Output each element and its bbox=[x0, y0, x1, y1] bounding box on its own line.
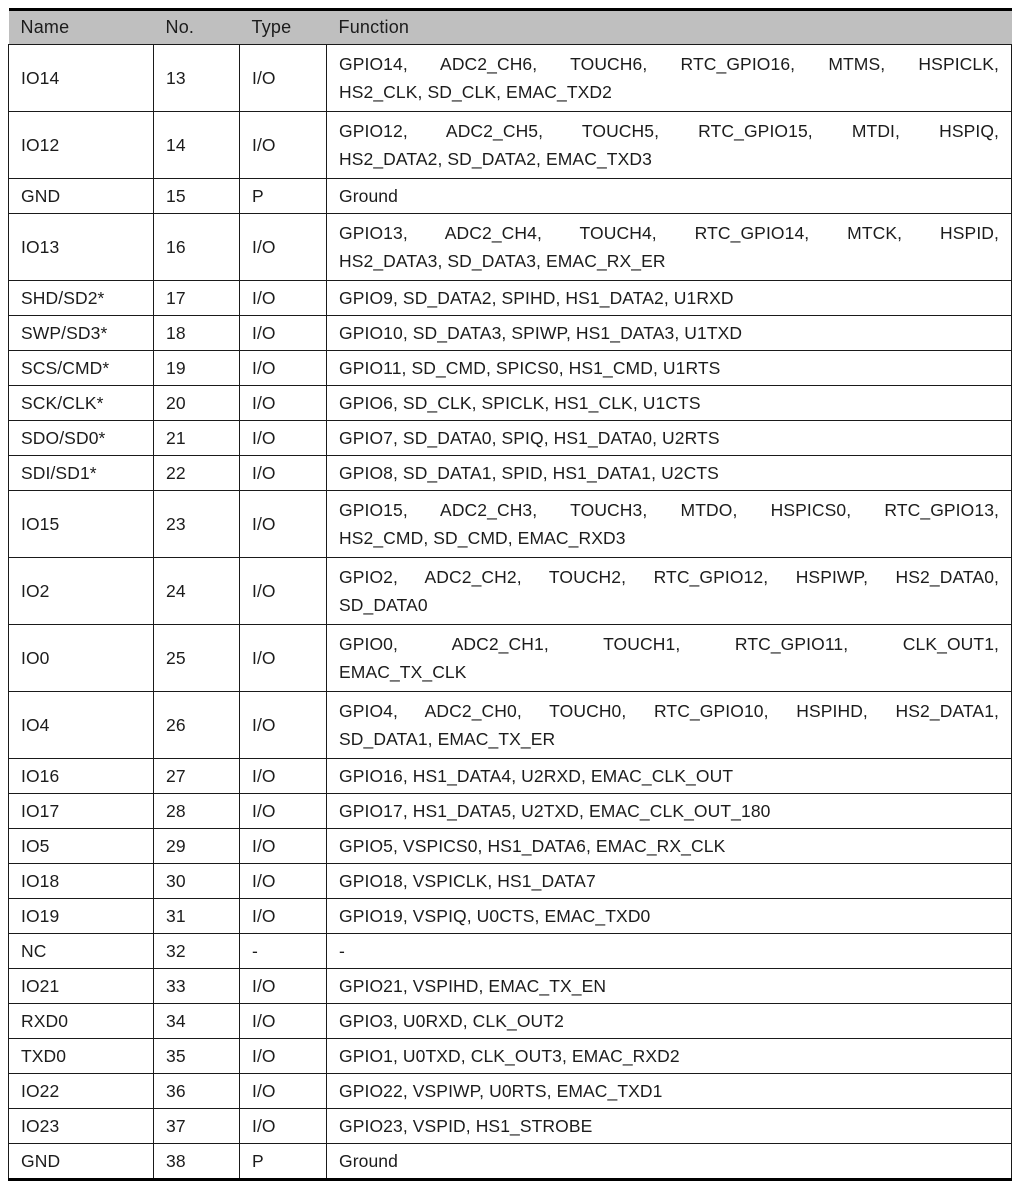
pin-number-cell: 30 bbox=[154, 864, 240, 899]
pin-type-cell: I/O bbox=[240, 692, 327, 759]
pin-name-cell: IO21 bbox=[9, 969, 154, 1004]
pin-function-cell bbox=[327, 1039, 1012, 1074]
pin-type-cell: I/O bbox=[240, 864, 327, 899]
pin-number-cell: 28 bbox=[154, 794, 240, 829]
pin-type-cell: I/O bbox=[240, 1039, 327, 1074]
pin-function-cell bbox=[327, 351, 1012, 386]
pin-number-cell: 13 bbox=[154, 45, 240, 112]
pin-number-cell: 27 bbox=[154, 759, 240, 794]
function-line: GPIO10, SD_DATA3, SPIWP, HS1_DATA3, U1TXD bbox=[339, 323, 743, 343]
pin-function-cell bbox=[327, 829, 1012, 864]
function-line: Ground bbox=[339, 186, 398, 206]
function-line: Ground bbox=[339, 1151, 398, 1171]
pin-function-cell bbox=[327, 864, 1012, 899]
pin-type-cell: I/O bbox=[240, 456, 327, 491]
table-row bbox=[9, 179, 1012, 214]
table-row bbox=[9, 829, 1012, 864]
function-line: SD_DATA0 bbox=[339, 595, 428, 615]
pin-function-cell bbox=[327, 214, 1012, 281]
pin-function-cell bbox=[327, 491, 1012, 558]
pin-name-cell: IO17 bbox=[9, 794, 154, 829]
pin-name-cell: IO5 bbox=[9, 829, 154, 864]
pin-function-cell bbox=[327, 934, 1012, 969]
header-row bbox=[9, 10, 1012, 45]
pin-function-cell bbox=[327, 558, 1012, 625]
pin-function-cell bbox=[327, 1144, 1012, 1180]
column-header-type: Type bbox=[240, 10, 327, 45]
pin-function-cell bbox=[327, 179, 1012, 214]
table-row bbox=[9, 421, 1012, 456]
pin-name-cell: IO2 bbox=[9, 558, 154, 625]
pin-number-cell: 35 bbox=[154, 1039, 240, 1074]
pin-type-cell: I/O bbox=[240, 316, 327, 351]
table-row bbox=[9, 1004, 1012, 1039]
pin-number-cell: 19 bbox=[154, 351, 240, 386]
pin-function-cell bbox=[327, 112, 1012, 179]
pin-function-cell bbox=[327, 456, 1012, 491]
pin-number-cell: 26 bbox=[154, 692, 240, 759]
function-line: GPIO13, ADC2_CH4, TOUCH4, RTC_GPIO14, MTCK, HSPID, bbox=[339, 223, 999, 243]
pin-name-cell: TXD0 bbox=[9, 1039, 154, 1074]
pin-name-cell: IO13 bbox=[9, 214, 154, 281]
table-row bbox=[9, 625, 1012, 692]
pin-type-cell: I/O bbox=[240, 281, 327, 316]
function-line: SD_DATA1, EMAC_TX_ER bbox=[339, 729, 556, 749]
pin-function-cell bbox=[327, 625, 1012, 692]
pin-number-cell: 17 bbox=[154, 281, 240, 316]
pin-name-cell: IO14 bbox=[9, 45, 154, 112]
pin-name-cell: SDO/SD0* bbox=[9, 421, 154, 456]
pin-name-cell: IO15 bbox=[9, 491, 154, 558]
function-line: GPIO16, HS1_DATA4, U2RXD, EMAC_CLK_OUT bbox=[339, 766, 734, 786]
pin-type-cell: P bbox=[240, 179, 327, 214]
table-row bbox=[9, 692, 1012, 759]
pin-type-cell: I/O bbox=[240, 421, 327, 456]
pin-function-cell bbox=[327, 1109, 1012, 1144]
table-row bbox=[9, 351, 1012, 386]
table-row bbox=[9, 1144, 1012, 1180]
pin-type-cell: I/O bbox=[240, 1109, 327, 1144]
pin-type-cell: I/O bbox=[240, 1074, 327, 1109]
function-line: GPIO0, ADC2_CH1, TOUCH1, RTC_GPIO11, CLK_OUT1, bbox=[339, 634, 999, 654]
pin-number-cell: 36 bbox=[154, 1074, 240, 1109]
pin-name-cell: IO19 bbox=[9, 899, 154, 934]
table-row bbox=[9, 386, 1012, 421]
pin-name-cell: SCS/CMD* bbox=[9, 351, 154, 386]
pin-function-cell bbox=[327, 421, 1012, 456]
pin-function-table bbox=[8, 8, 1012, 1181]
column-header-no: No. bbox=[154, 10, 240, 45]
pin-type-cell: I/O bbox=[240, 1004, 327, 1039]
function-line: GPIO6, SD_CLK, SPICLK, HS1_CLK, U1CTS bbox=[339, 393, 701, 413]
table-row bbox=[9, 759, 1012, 794]
pin-number-cell: 31 bbox=[154, 899, 240, 934]
function-line: GPIO4, ADC2_CH0, TOUCH0, RTC_GPIO10, HSPIHD, HS2_DATA1, bbox=[339, 701, 999, 721]
function-line: GPIO11, SD_CMD, SPICS0, HS1_CMD, U1RTS bbox=[339, 358, 721, 378]
table-row bbox=[9, 794, 1012, 829]
pin-name-cell: SDI/SD1* bbox=[9, 456, 154, 491]
function-line: GPIO22, VSPIWP, U0RTS, EMAC_TXD1 bbox=[339, 1081, 663, 1101]
pin-name-cell: GND bbox=[9, 179, 154, 214]
function-line: GPIO7, SD_DATA0, SPIQ, HS1_DATA0, U2RTS bbox=[339, 428, 720, 448]
pin-number-cell: 16 bbox=[154, 214, 240, 281]
pin-type-cell: I/O bbox=[240, 829, 327, 864]
pin-type-cell: I/O bbox=[240, 112, 327, 179]
pin-type-cell: I/O bbox=[240, 386, 327, 421]
pin-function-cell bbox=[327, 386, 1012, 421]
pin-type-cell: I/O bbox=[240, 45, 327, 112]
pin-function-cell bbox=[327, 692, 1012, 759]
pin-name-cell: IO22 bbox=[9, 1074, 154, 1109]
table-row bbox=[9, 558, 1012, 625]
pin-type-cell: I/O bbox=[240, 491, 327, 558]
pin-number-cell: 15 bbox=[154, 179, 240, 214]
table-row bbox=[9, 316, 1012, 351]
pin-name-cell: GND bbox=[9, 1144, 154, 1180]
pin-table-body bbox=[9, 45, 1012, 1180]
pin-function-cell bbox=[327, 1074, 1012, 1109]
pin-number-cell: 18 bbox=[154, 316, 240, 351]
pin-number-cell: 34 bbox=[154, 1004, 240, 1039]
pin-number-cell: 32 bbox=[154, 934, 240, 969]
pin-number-cell: 38 bbox=[154, 1144, 240, 1180]
function-line: GPIO8, SD_DATA1, SPID, HS1_DATA1, U2CTS bbox=[339, 463, 719, 483]
table-row bbox=[9, 456, 1012, 491]
column-header-name: Name bbox=[9, 10, 154, 45]
pin-function-cell bbox=[327, 1004, 1012, 1039]
pin-type-cell: I/O bbox=[240, 794, 327, 829]
pin-type-cell: I/O bbox=[240, 759, 327, 794]
table-row bbox=[9, 281, 1012, 316]
pin-number-cell: 22 bbox=[154, 456, 240, 491]
pin-name-cell: RXD0 bbox=[9, 1004, 154, 1039]
pin-type-cell: P bbox=[240, 1144, 327, 1180]
pin-function-cell bbox=[327, 281, 1012, 316]
pin-name-cell: SCK/CLK* bbox=[9, 386, 154, 421]
function-line: GPIO12, ADC2_CH5, TOUCH5, RTC_GPIO15, MTDI, HSPIQ, bbox=[339, 121, 999, 141]
pin-number-cell: 20 bbox=[154, 386, 240, 421]
function-line: HS2_CMD, SD_CMD, EMAC_RXD3 bbox=[339, 528, 626, 548]
pin-type-cell: I/O bbox=[240, 969, 327, 1004]
pin-name-cell: IO16 bbox=[9, 759, 154, 794]
pin-function-cell bbox=[327, 45, 1012, 112]
function-line: GPIO2, ADC2_CH2, TOUCH2, RTC_GPIO12, HSPIWP, HS2_DATA0, bbox=[339, 567, 999, 587]
pin-function-cell bbox=[327, 759, 1012, 794]
table-row bbox=[9, 864, 1012, 899]
function-line: EMAC_TX_CLK bbox=[339, 662, 467, 682]
pin-name-cell: IO23 bbox=[9, 1109, 154, 1144]
table-header bbox=[9, 10, 1012, 45]
table-row bbox=[9, 214, 1012, 281]
function-line: GPIO23, VSPID, HS1_STROBE bbox=[339, 1116, 593, 1136]
function-line: GPIO17, HS1_DATA5, U2TXD, EMAC_CLK_OUT_180 bbox=[339, 801, 771, 821]
function-line: HS2_DATA2, SD_DATA2, EMAC_TXD3 bbox=[339, 149, 652, 169]
function-line: HS2_DATA3, SD_DATA3, EMAC_RX_ER bbox=[339, 251, 666, 271]
pin-type-cell: I/O bbox=[240, 899, 327, 934]
function-line: GPIO5, VSPICS0, HS1_DATA6, EMAC_RX_CLK bbox=[339, 836, 726, 856]
pin-number-cell: 33 bbox=[154, 969, 240, 1004]
pin-name-cell: IO4 bbox=[9, 692, 154, 759]
column-header-function: Function bbox=[327, 10, 1012, 45]
function-line: GPIO19, VSPIQ, U0CTS, EMAC_TXD0 bbox=[339, 906, 651, 926]
pin-name-cell: NC bbox=[9, 934, 154, 969]
pin-number-cell: 25 bbox=[154, 625, 240, 692]
function-line: - bbox=[339, 941, 345, 961]
table-row bbox=[9, 491, 1012, 558]
function-line: GPIO9, SD_DATA2, SPIHD, HS1_DATA2, U1RXD bbox=[339, 288, 734, 308]
pin-name-cell: SWP/SD3* bbox=[9, 316, 154, 351]
table-row bbox=[9, 112, 1012, 179]
pin-number-cell: 23 bbox=[154, 491, 240, 558]
pin-name-cell: IO18 bbox=[9, 864, 154, 899]
function-line: GPIO15, ADC2_CH3, TOUCH3, MTDO, HSPICS0, RTC_GPIO13, bbox=[339, 500, 999, 520]
pin-function-cell bbox=[327, 316, 1012, 351]
table-row bbox=[9, 899, 1012, 934]
pin-name-cell: IO0 bbox=[9, 625, 154, 692]
pin-name-cell: SHD/SD2* bbox=[9, 281, 154, 316]
table-row bbox=[9, 45, 1012, 112]
pin-type-cell: I/O bbox=[240, 214, 327, 281]
function-line: HS2_CLK, SD_CLK, EMAC_TXD2 bbox=[339, 82, 612, 102]
pin-number-cell: 21 bbox=[154, 421, 240, 456]
pin-function-cell bbox=[327, 899, 1012, 934]
function-line: GPIO21, VSPIHD, EMAC_TX_EN bbox=[339, 976, 607, 996]
table-row bbox=[9, 1039, 1012, 1074]
pin-number-cell: 24 bbox=[154, 558, 240, 625]
function-line: GPIO18, VSPICLK, HS1_DATA7 bbox=[339, 871, 596, 891]
function-line: GPIO3, U0RXD, CLK_OUT2 bbox=[339, 1011, 564, 1031]
table-row bbox=[9, 1109, 1012, 1144]
pin-number-cell: 37 bbox=[154, 1109, 240, 1144]
pin-number-cell: 29 bbox=[154, 829, 240, 864]
pin-type-cell: I/O bbox=[240, 625, 327, 692]
pin-name-cell: IO12 bbox=[9, 112, 154, 179]
pin-function-cell bbox=[327, 794, 1012, 829]
function-line: GPIO1, U0TXD, CLK_OUT3, EMAC_RXD2 bbox=[339, 1046, 680, 1066]
pin-number-cell: 14 bbox=[154, 112, 240, 179]
table-row bbox=[9, 934, 1012, 969]
pin-type-cell: I/O bbox=[240, 351, 327, 386]
pin-function-cell bbox=[327, 969, 1012, 1004]
table-row bbox=[9, 969, 1012, 1004]
function-line: GPIO14, ADC2_CH6, TOUCH6, RTC_GPIO16, MTMS, HSPICLK, bbox=[339, 54, 999, 74]
pin-type-cell: I/O bbox=[240, 558, 327, 625]
pin-type-cell: - bbox=[240, 934, 327, 969]
table-row bbox=[9, 1074, 1012, 1109]
